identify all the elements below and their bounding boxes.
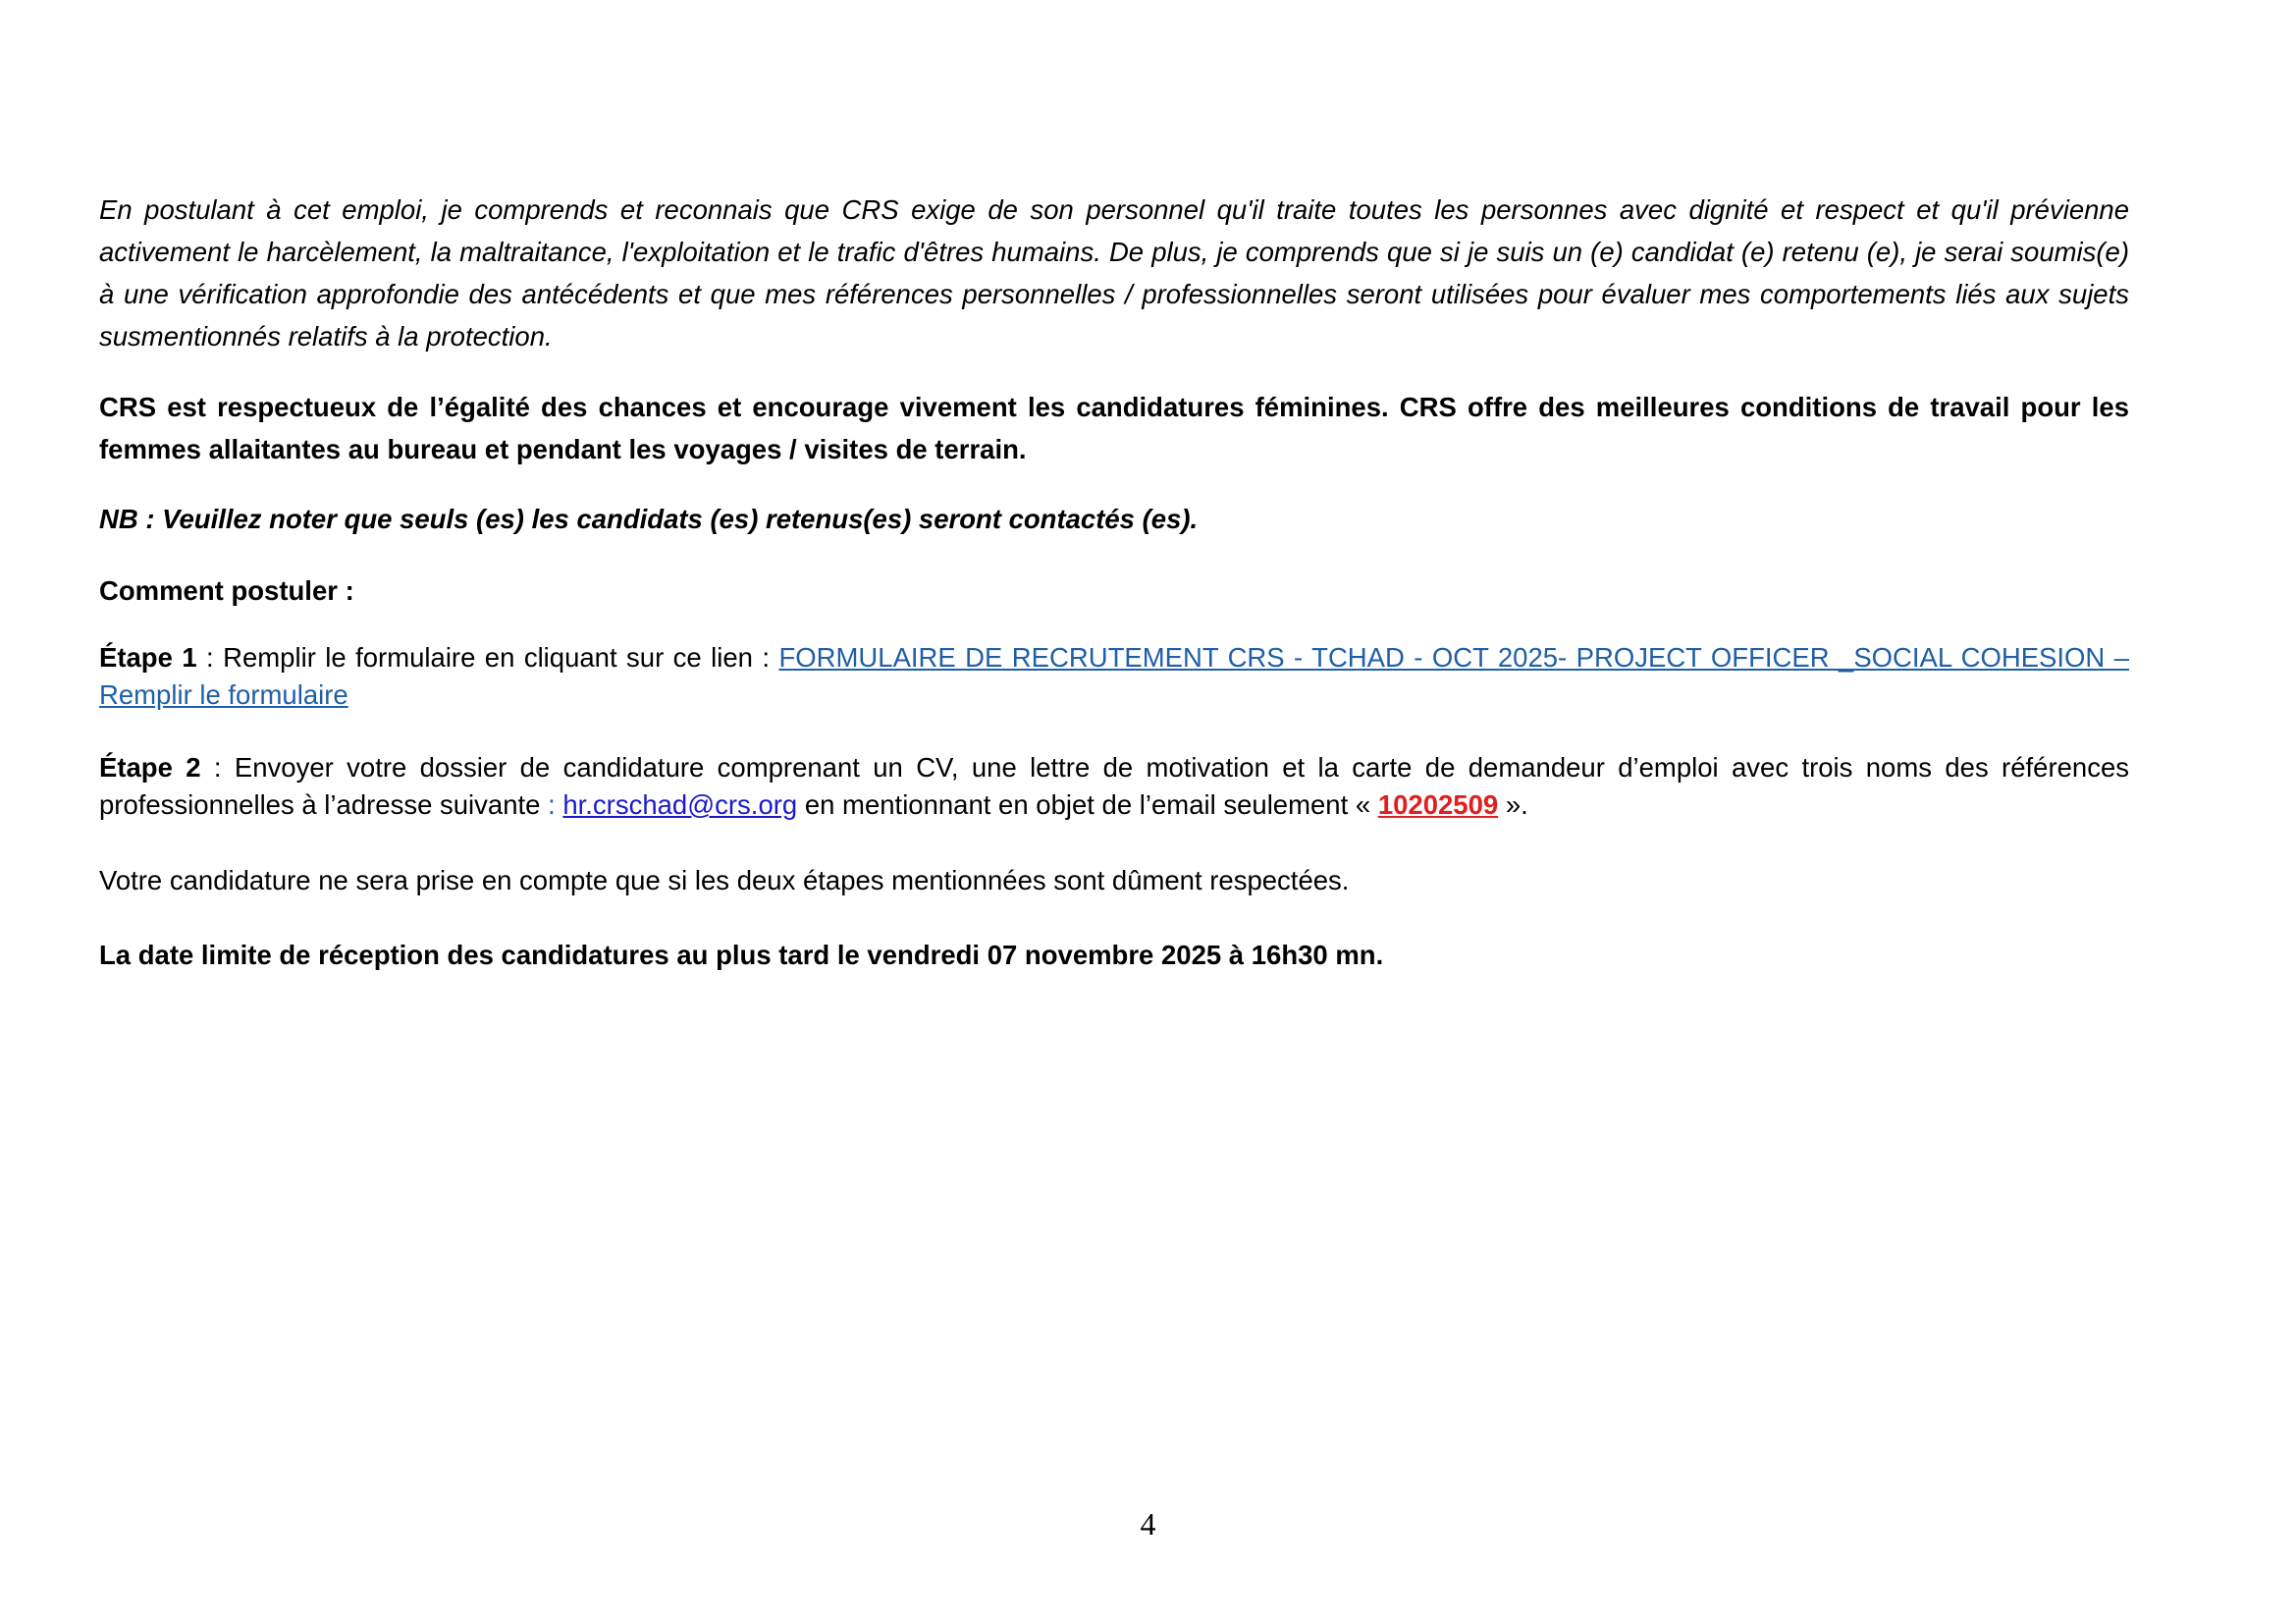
step-2-text-end: ». <box>1498 789 1528 820</box>
protection-disclaimer: En postulant à cet emploi, je comprends et reconnais que CRS exige de son personnel qu'il traite toutes les personnes avec dignité et respect et qu'il prévienne activement le harcèlement, la maltraitance, l'exploitation et le trafic d'êtres humains. De plus, je comprends que si je suis un (e) candidat (e) retenu (e), je serai soumis(e) à une vérification approfondie des antécédents et que mes références personnelles / professionnelles seront utilisées pour évaluer mes comportements liés aux sujets susmentionnés relatifs à la protection. <box>99 194 2129 352</box>
document-body <box>99 189 2129 976</box>
step-2-colon: : <box>548 789 556 820</box>
step-2-paragraph <box>99 749 2129 824</box>
step-2-text: : Envoyer votre dossier de candidature comprenant un CV, une lettre de motivation et la carte de demandeur d’emploi avec trois noms des références professionnelles à l’adresse suivante <box>99 752 2129 820</box>
how-to-apply-heading: Comment postuler : <box>99 575 354 606</box>
page-number: 4 <box>1140 1506 1156 1542</box>
hr-email-link[interactable]: hr.crschad@crs.org <box>562 789 798 820</box>
reference-number: 10202509 <box>1377 789 1499 820</box>
nb-note: NB : Veuillez noter que seuls (es) les candidats (es) retenus(es) seront contactés (es). <box>99 504 1199 534</box>
step-2-text-after: en mentionnant en objet de l’email seulement « <box>797 789 1378 820</box>
step-1-paragraph <box>99 639 2129 714</box>
recruitment-form-link[interactable]: FORMULAIRE DE RECRUTEMENT CRS - TCHAD - OCT 2025- PROJECT OFFICER _SOCIAL COHESION – Remplir le formulaire <box>99 642 2130 710</box>
step-2-label: Étape 2 <box>99 752 201 783</box>
step-1-text: : Remplir le formulaire en cliquant sur ce lien : <box>196 642 779 673</box>
equal-opportunity-statement: CRS est respectueux de l’égalité des chances et encourage vivement les candidatures féminines. CRS offre des meilleures conditions de travail pour les femmes allaitantes au bureau et pendant les voyages / visites de terrain. <box>99 392 2129 464</box>
deadline-statement: La date limite de réception des candidatures au plus tard le vendredi 07 novembre 2025 à 16h30 mn. <box>99 940 1384 970</box>
step-1-label: Étape 1 <box>99 642 197 673</box>
validity-note: Votre candidature ne sera prise en compte que si les deux étapes mentionnées sont dûment respectées. <box>99 865 1350 895</box>
